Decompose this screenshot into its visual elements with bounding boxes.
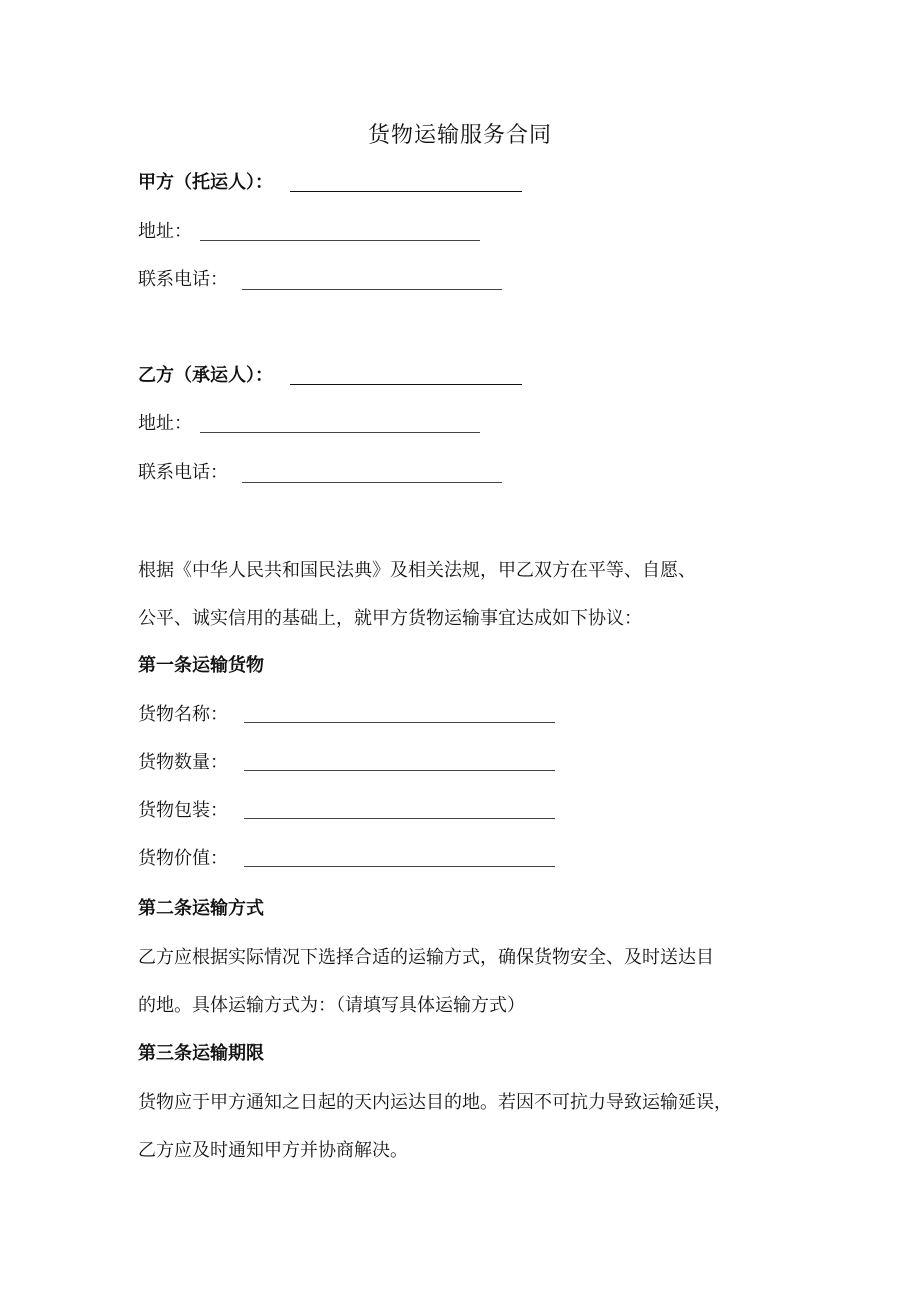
goods-packaging-label: 货物包装： bbox=[138, 800, 228, 821]
party-a-name-blank[interactable] bbox=[290, 191, 522, 192]
goods-quantity-label: 货物数量： bbox=[138, 752, 228, 773]
article-3-heading: 第三条运输期限 bbox=[138, 1043, 264, 1064]
party-b-name-blank[interactable] bbox=[290, 384, 522, 385]
party-b-address-blank[interactable] bbox=[200, 432, 480, 433]
article-2-line-2: 的地。具体运输方式为：（请填写具体运输方式） bbox=[138, 995, 525, 1016]
article-2-line-1: 乙方应根据实际情况下选择合适的运输方式，确保货物安全、及时送达目 bbox=[138, 947, 714, 968]
party-a-phone-blank[interactable] bbox=[242, 289, 502, 290]
article-2-heading: 第二条运输方式 bbox=[138, 898, 264, 919]
party-a-address-blank[interactable] bbox=[200, 240, 480, 241]
party-b-phone-label: 联系电话： bbox=[138, 462, 228, 483]
party-b-phone-blank[interactable] bbox=[242, 482, 502, 483]
party-a-heading: 甲方（托运人）： bbox=[138, 172, 273, 193]
document-title: 货物运输服务合同 bbox=[367, 123, 552, 148]
goods-value-label: 货物价值： bbox=[138, 848, 228, 869]
goods-packaging-blank[interactable] bbox=[244, 818, 555, 819]
goods-value-blank[interactable] bbox=[244, 866, 555, 867]
article-3-line-2: 乙方应及时通知甲方并协商解决。 bbox=[138, 1140, 408, 1161]
preamble-line-1: 根据《中华人民共和国民法典》及相关法规，甲乙双方在平等、自愿、 bbox=[138, 560, 696, 581]
goods-quantity-blank[interactable] bbox=[244, 770, 555, 771]
party-b-heading: 乙方（承运人）： bbox=[138, 365, 273, 386]
party-a-address-label: 地址： bbox=[138, 221, 192, 242]
party-b-address-label: 地址： bbox=[138, 413, 192, 434]
preamble-line-2: 公平、诚实信用的基础上，就甲方货物运输事宜达成如下协议： bbox=[138, 608, 642, 629]
goods-name-label: 货物名称： bbox=[138, 704, 228, 725]
goods-name-blank[interactable] bbox=[244, 722, 555, 723]
article-1-heading: 第一条运输货物 bbox=[138, 655, 264, 676]
article-3-line-1: 货物应于甲方通知之日起的天内运达目的地。若因不可抗力导致运输延误， bbox=[138, 1092, 732, 1113]
party-a-phone-label: 联系电话： bbox=[138, 269, 228, 290]
